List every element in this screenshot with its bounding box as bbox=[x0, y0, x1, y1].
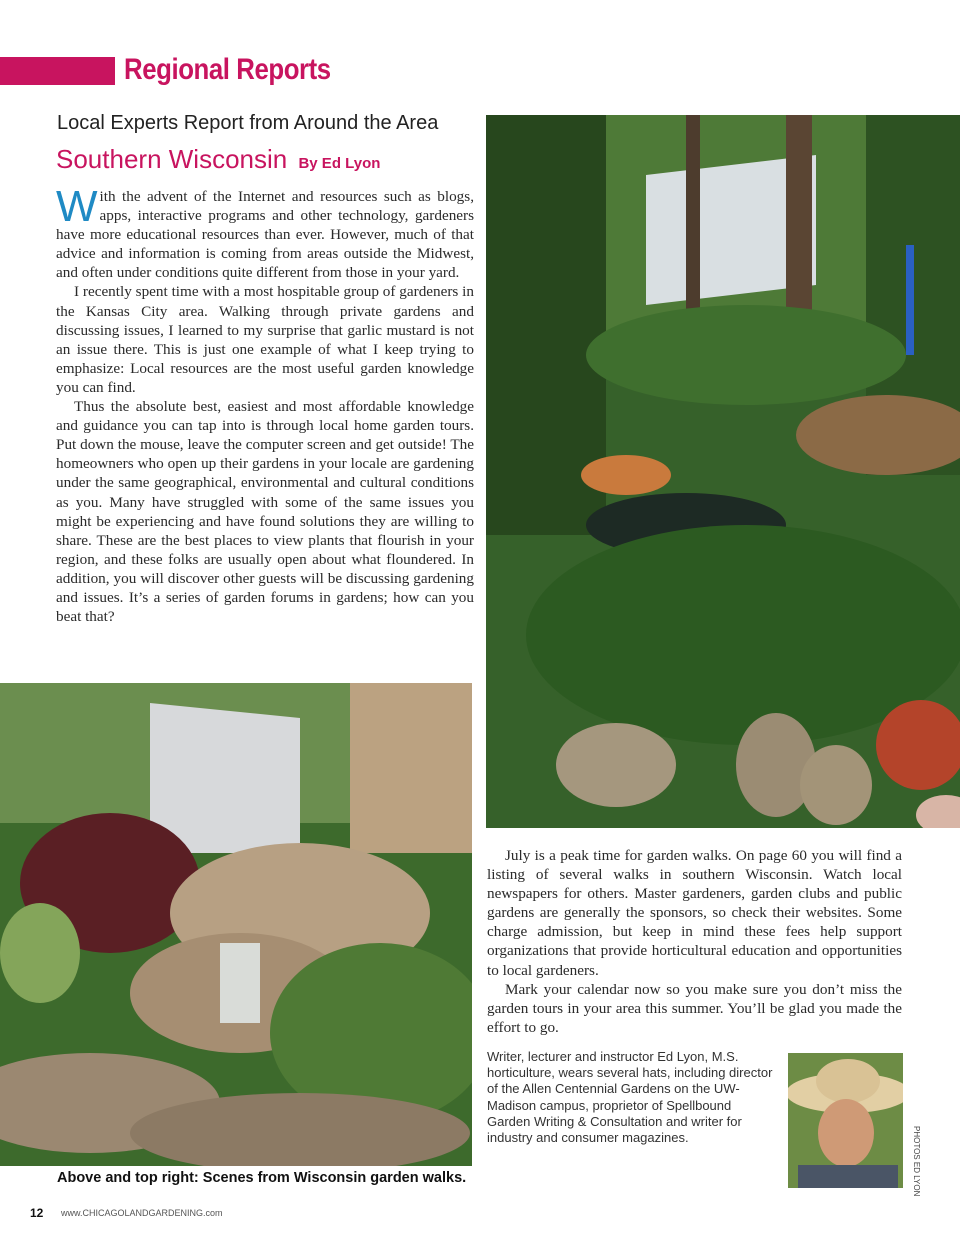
author-portrait bbox=[788, 1053, 903, 1188]
paragraph-4: July is a peak time for garden walks. On page 60 you will find a listing of several walks in southern Wisconsin. Watch local newspapers for others. Master gardeners, garden clubs and public gardens are generally the sponsors, so check their websites. Some charge admission, but keep in mind these fees help support organizations that provide horticultural education and opportunities to local gardeners. bbox=[487, 847, 902, 979]
region-title: Southern Wisconsin bbox=[56, 144, 288, 174]
section-color-bar bbox=[0, 57, 115, 85]
paragraph-2: I recently spent time with a most hospitable group of gardeners in the Kansas City area. Walking through private gardens and discussing issues, I learned to my surprise that garlic mustard is not an issue there. This is just one example of what I keep trying to emphasize: Local resources are the most useful garden knowledge you can find. bbox=[56, 283, 474, 396]
garden-waterfall-photo bbox=[0, 683, 472, 1166]
photo-caption: Above and top right: Scenes from Wisconsin garden walks. bbox=[57, 1170, 467, 1186]
section-title: Regional Reports bbox=[124, 53, 331, 86]
article-headline bbox=[56, 144, 380, 175]
article-body-column-2 bbox=[487, 846, 902, 1037]
byline: By Ed Lyon bbox=[298, 155, 381, 172]
photo-credit: PHOTOS ED LYON bbox=[912, 1126, 921, 1197]
paragraph-1-text: ith the advent of the Internet and resources such as blogs, apps, interactive programs and other technology, gardeners have more educational resources than ever. However, much of that advice and information is coming from areas outside the Midwest, and often under conditions quite different from those in your yard. bbox=[56, 188, 474, 282]
garden-pond-photo bbox=[486, 115, 960, 828]
page-number: 12 bbox=[30, 1206, 44, 1220]
article-kicker: Local Experts Report from Around the Area bbox=[57, 112, 439, 134]
author-bio: Writer, lecturer and instructor Ed Lyon, M.S. horticulture, wears several hats, including director of the Allen Centennial Gardens on the UW-Madison campus, proprietor of Spellbound Garden Writing & Consultation and writer for industry and consumer magazines. bbox=[487, 1049, 773, 1146]
drop-cap: W bbox=[56, 182, 98, 231]
paragraph-5: Mark your calendar now so you make sure you don’t miss the garden tours in your area this summer. You’ll be glad you made the effort to go. bbox=[487, 980, 902, 1036]
paragraph-3: Thus the absolute best, easiest and most affordable knowledge and guidance you can tap into is through local home garden tours. Put down the mouse, leave the computer screen and get outside! The homeowners who open up their gardens in your locale are gardening under the same geographical, environmental and cultural conditions as you. Many have struggled with some of the same issues you might be experiencing and have found solutions they are willing to share. These are the best places to view plants that flourish in your region, and these folks are usually open about what floundered. In addition, you will discover other guests will be discussing gardening and issues. It’s a series of garden forums in gardens; how can you beat that? bbox=[56, 398, 474, 626]
magazine-url: www.CHICAGOLANDGARDENING.com bbox=[61, 1208, 223, 1218]
article-body-column-1 bbox=[56, 182, 474, 626]
paragraph-1 bbox=[56, 182, 474, 282]
